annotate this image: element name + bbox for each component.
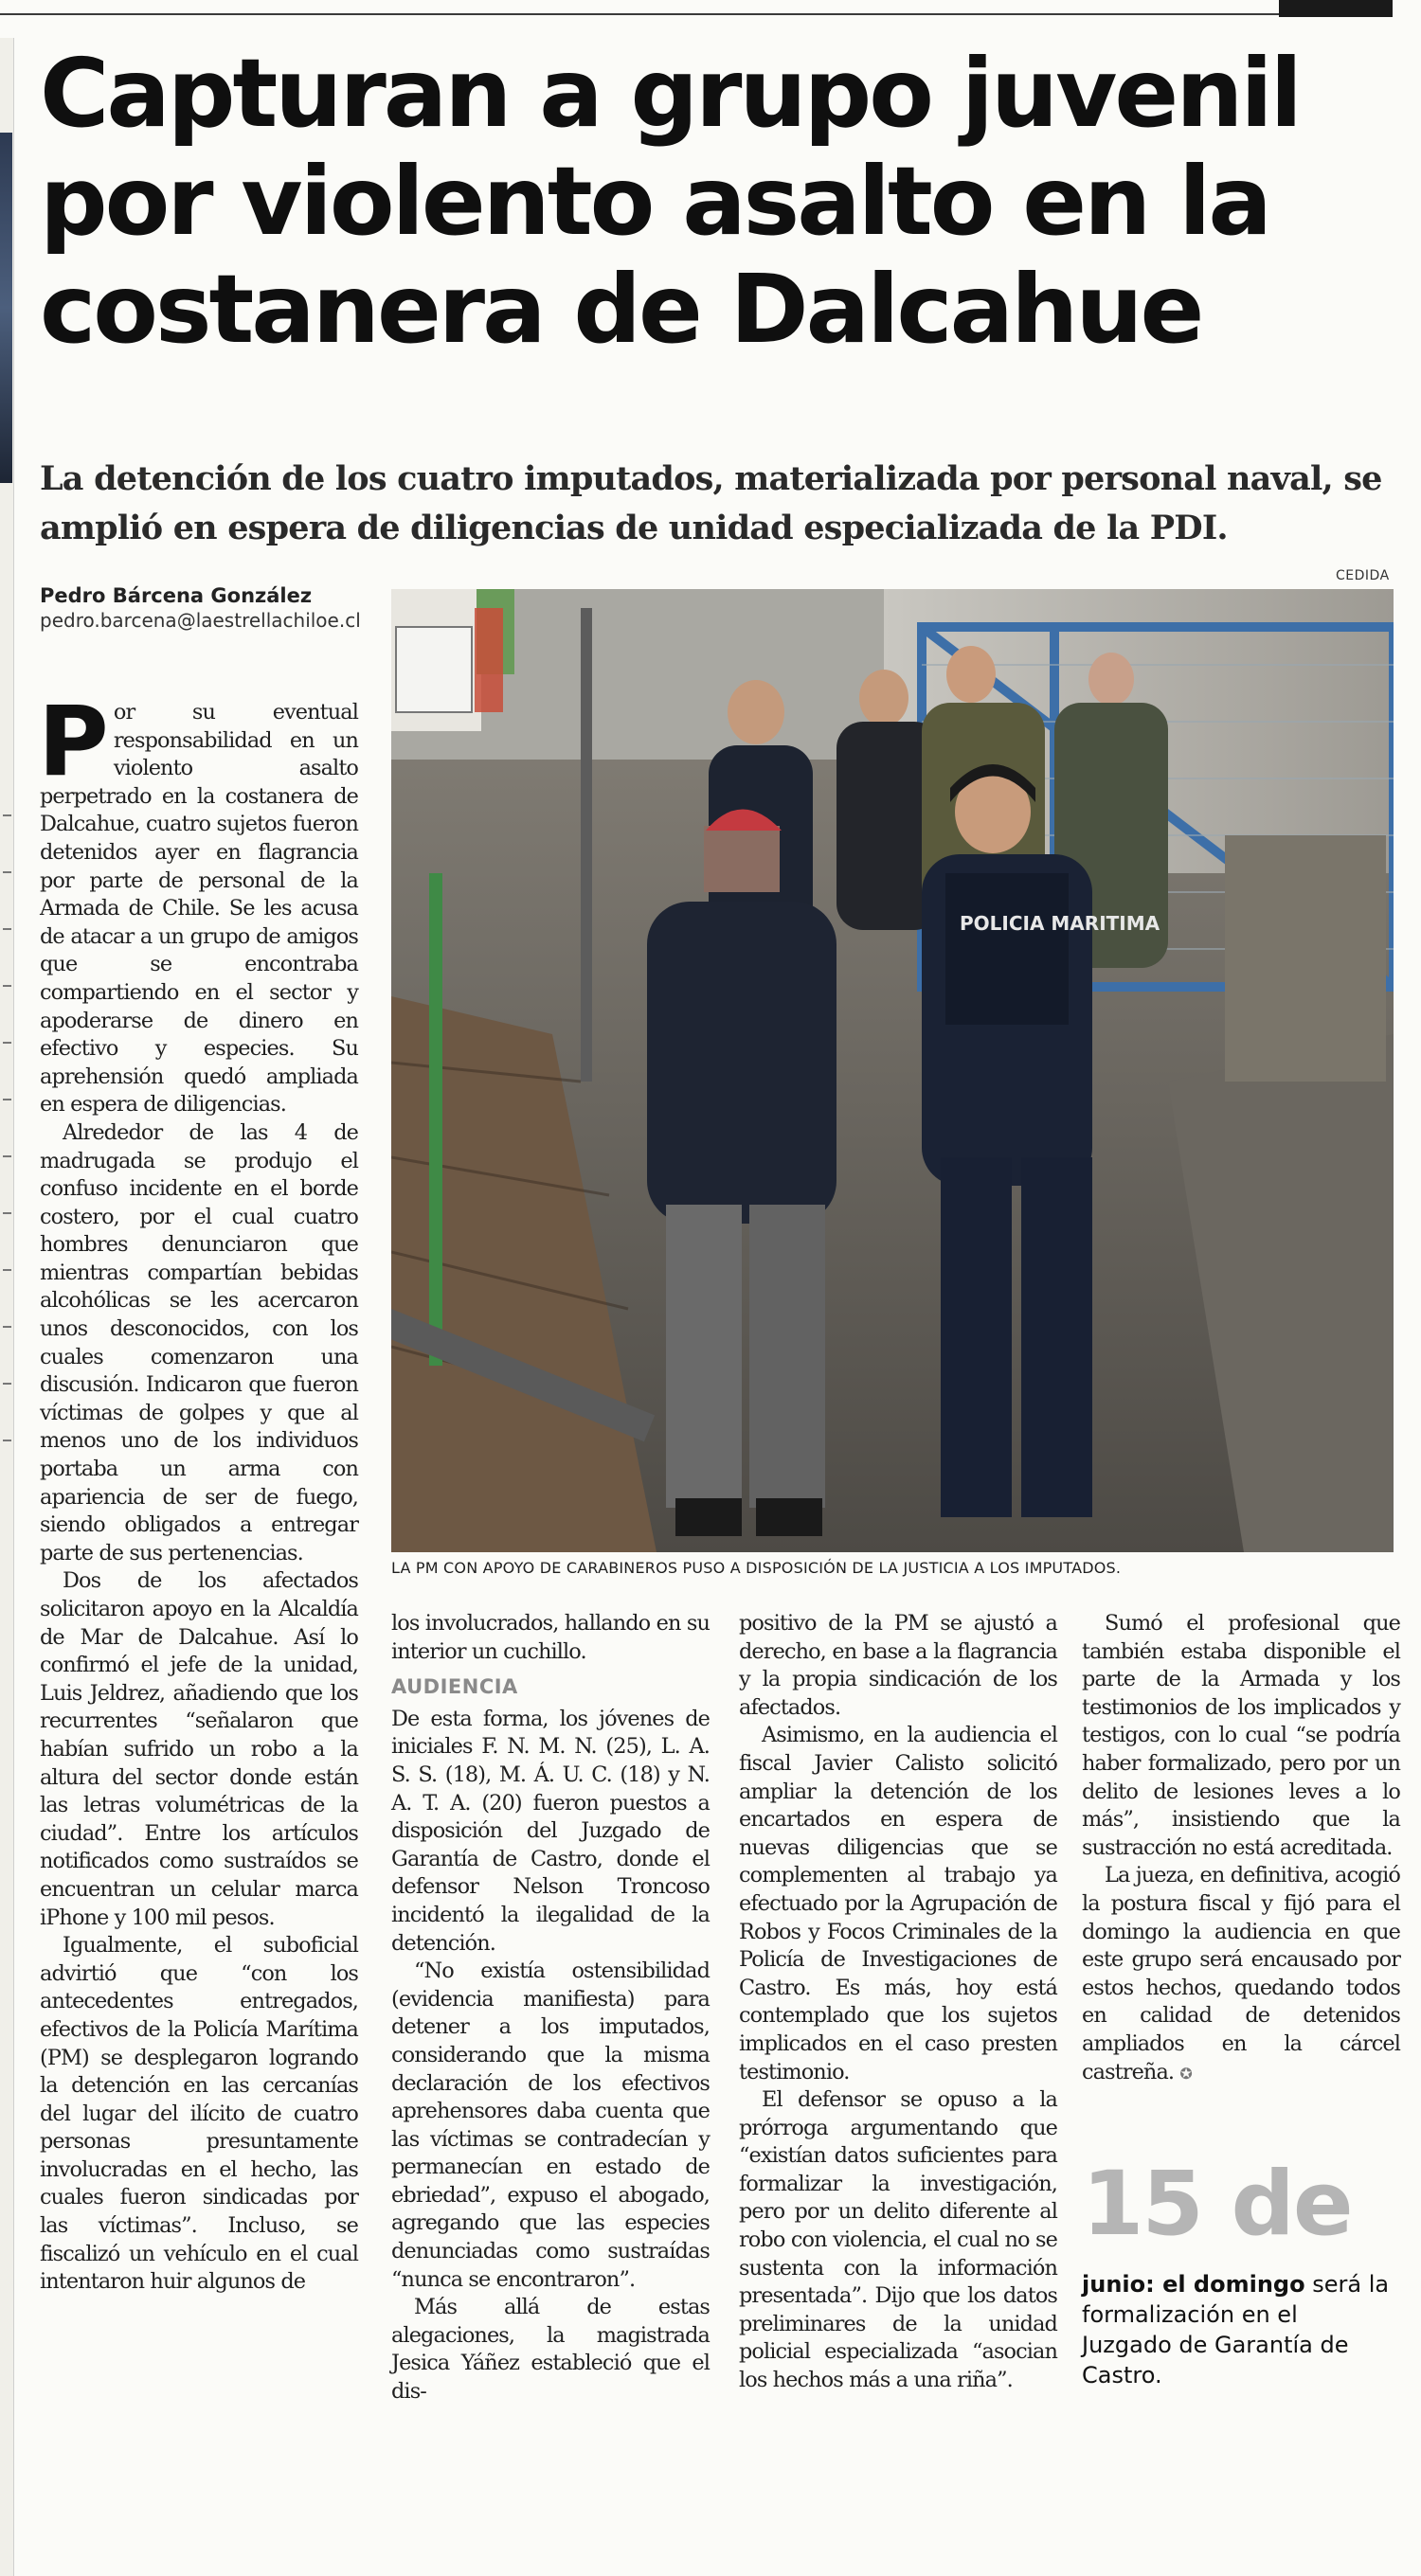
strip-mark — [3, 1383, 11, 1385]
strip-mark — [3, 871, 11, 873]
deck: La detención de los cuatro imputados, materializada por personal naval, se amplió en espera de diligencias de unidad especializada de la PDI. — [40, 459, 1382, 547]
strip-mark — [3, 1212, 11, 1214]
article-column-2 — [391, 1610, 710, 2406]
date-callout — [1082, 2269, 1394, 2390]
paragraph-text: La jueza, en definitiva, acogió la postura fiscal y fijó para el domingo la audiencia en que este grupo será encausado por estos hechos, quedando todos en calidad de detenidos ampliados en la cárcel castreña. — [1082, 1863, 1400, 2084]
strip-mark — [3, 1042, 11, 1044]
section-subhead: AUDIENCIA — [391, 1675, 518, 1699]
strip-mark — [3, 1099, 11, 1100]
paragraph: De esta forma, los jóvenes de iniciales F. N. M. N. (25), L. A. S. S. (18), M. Á. U. C. (18) y N. A. T. A. (20) fueron puestos a disposición del Juzgado de Garantía de Castro, donde el defensor Nelson Troncoso incidentó la ilegalidad de la detención. — [391, 1706, 710, 1956]
strip-mark — [3, 814, 11, 816]
photo-caption: LA PM CON APOYO DE CARABINEROS PUSO A DISPOSICIÓN DE LA JUSTICIA A LOS IMPUTADOS. — [391, 1559, 1122, 1577]
paragraph: Igualmente, el suboficial advirtió que “con los antecedentes entregados, efectivos de la Policía Marítima (PM) se desplegaron logrando la detención en las cercanías del lugar del ilícito de cuatro personas presuntamente involucradas en el hecho, las cuales fueron sindicadas por las víctimas”. Incluso, se fiscalizó un vehículo en el cual intentaron huir algunos de — [40, 1933, 358, 2295]
strip-mark — [3, 928, 11, 930]
photo-credit: CEDIDA — [1336, 568, 1390, 583]
headline: Capturan a grupo juvenil por violento asalto en la costanera de Dalcahue — [40, 38, 1300, 365]
news-photo — [391, 589, 1394, 1552]
author-email[interactable]: pedro.barcena@laestrellachiloe.cl — [40, 609, 361, 632]
strip-mark — [3, 985, 11, 987]
strip-mark — [3, 1326, 11, 1328]
paragraph: positivo de la PM se ajustó a derecho, en base a la flagrancia y la propia sindicación de los afectados. — [739, 1611, 1057, 1720]
author-name: Pedro Bárcena González — [40, 584, 313, 607]
paragraph: El defensor se opuso a la prórroga argumentando que “existían datos suficientes para formalizar la investigación, pero por un delito diferente al robo con violencia, el cual no se sustenta con la información presentada”. Dijo que los datos preliminares de la unidad policial especializada “asocian los hechos más a una riña”. — [739, 2087, 1057, 2393]
drop-cap: P — [38, 686, 108, 798]
adjacent-photo-edge — [0, 133, 12, 483]
callout-bold: junio: el domingo — [1082, 2271, 1305, 2298]
strip-mark — [3, 1269, 11, 1271]
callout-text: será la formalización en el Juzgado de Garantía de Castro. — [1082, 2271, 1390, 2388]
paragraph: los involucrados, hallando en su interior un cuchillo. — [391, 1611, 710, 1664]
paragraph: “No existía ostensibilidad (evidencia manifiesta) para detener a los imputados, considerando que la misma declaración de los efectivos aprehensores daba cuenta que las víctimas se contradecían y permanecían en estado de ebriedad”, expuso el abogado, agregando que las especies denunciadas como sustraídas “nunca se encontraron”. — [391, 1959, 710, 2292]
strip-mark — [3, 1155, 11, 1157]
paragraph-text: or su eventual responsabilidad en un violento asalto perpetrado en la costanera de Dalcahue, cuatro sujetos fueron detenidos ayer en flagrancia por parte de personal de la Armada de Chile. Se les acusa de atacar a un grupo de amigos que se encontraba compartiendo en el sector y apoderarse de dinero en efectivo y especies. Su aprehensión quedó ampliada en espera de diligencias. — [40, 700, 358, 1118]
article-column-4 — [1082, 1610, 1400, 2087]
paragraph: Dos de los afectados solicitaron apoyo en la Alcaldía de Mar de Dalcahue. Así lo confirmó el jefe de la unidad, Luis Jeldrez, añadiendo que los recurrentes “señalaron que habían sufrido un robo a la altura del sector donde están las letras volumétricas de la ciudad”. Entre los artículos notificados como sustraídos se encuentran un celular marca iPhone y 100 mil pesos. — [40, 1568, 358, 1930]
paragraph: Más allá de estas alegaciones, la magistrada Jesica Yáñez estableció que el dis- — [391, 2295, 710, 2405]
page-corner-block — [1279, 0, 1393, 17]
highlight-date-number: 15 de — [1082, 2153, 1352, 2256]
vest-text: POLICIA MARITIMA — [960, 912, 1160, 935]
article-column-3 — [739, 1610, 1057, 2395]
paragraph: Sumó el profesional que también estaba disponible el parte de la Armada y los testimonios de los implicados y testigos, con lo cual “se podría haber formalizado, pero por un delito de lesiones leves a lo más”, insistiendo que la sustracción no está acreditada. — [1082, 1611, 1400, 1860]
strip-mark — [3, 1440, 11, 1441]
paragraph: Alrededor de las 4 de madrugada se produjo el confuso incidente en el borde costero, por el cual cuatro hombres denunciaron que mientras compartían bebidas alcohólicas se les acercaron unos desconocidos, con los cuales comenzaron una discusión. Indicaron que fueron víctimas de golpes y que al menos uno de los individuos portaba un arma con apariencia de ser de fuego, siendo obligados a entregar parte de sus pertenencias. — [40, 1119, 358, 1565]
paragraph — [1082, 1862, 1400, 2087]
end-mark-icon: ✪ — [1179, 2064, 1192, 2083]
article-column-1 — [38, 686, 358, 2297]
paragraph — [38, 686, 358, 1119]
adjacent-page-strip — [0, 38, 14, 2576]
paragraph: Asimismo, en la audiencia el fiscal Javier Calisto solicitó ampliar la detención de los encartados en espera de nuevas diligencias que se complementen al trabajo ya efectuado por la Agrupación de Robos y Focos Criminales de la Policía de Investigaciones de Castro. Es más, hoy está contemplado que los sujetos implicados en el caso presten testimonio. — [739, 1723, 1057, 2084]
top-rule — [0, 13, 1279, 15]
